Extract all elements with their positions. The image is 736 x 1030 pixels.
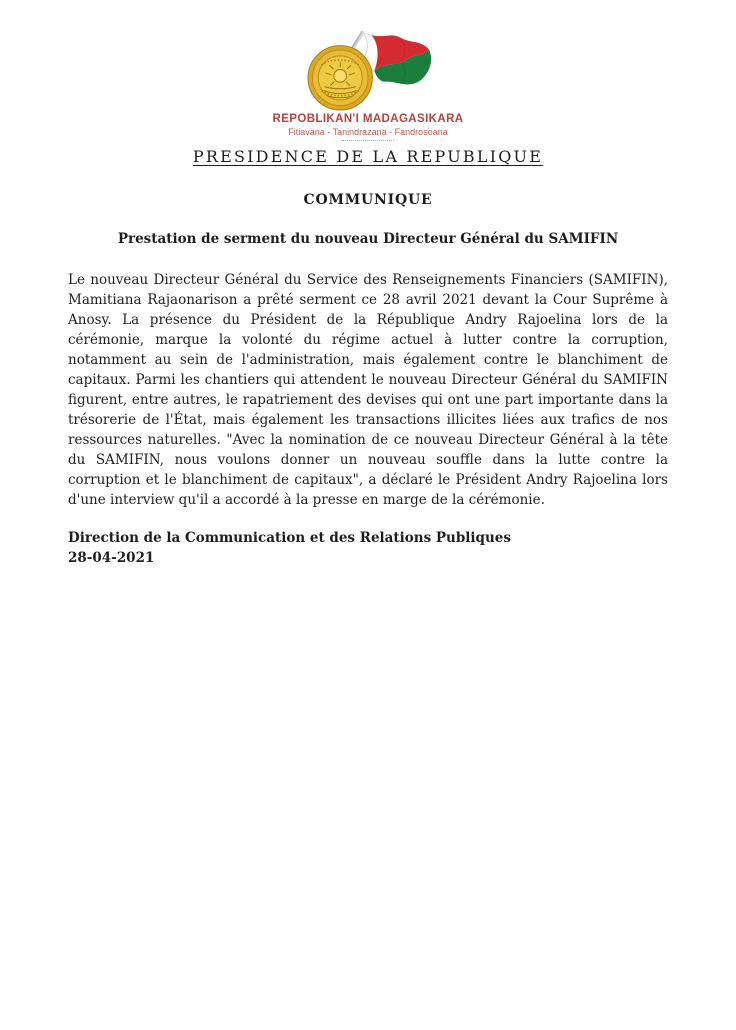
- motto-divider: [342, 140, 394, 141]
- national-motto: Fitiavana - Tanindrazana - Fandrosoana: [288, 127, 448, 137]
- madagascar-emblem-icon: [296, 30, 441, 112]
- signature-block: [68, 528, 668, 568]
- document-title: Prestation de serment du nouveau Directeur Général du SAMIFIN: [117, 231, 619, 247]
- document-kind-heading: COMMUNIQUE: [303, 192, 433, 208]
- institution-title: PRESIDENCE DE LA REPUBLIQUE: [192, 147, 544, 166]
- republic-name: REPOBLIKAN'I MADAGASIKARA: [272, 113, 464, 125]
- signature-department: Direction de la Communication et des Relations Publiques: [68, 530, 512, 546]
- signature-date: 28-04-2021: [68, 550, 155, 566]
- letterhead: [0, 0, 736, 166]
- presidential-seal-icon: [307, 46, 371, 110]
- communique-body: Le nouveau Directeur Général du Service des Renseignements Financiers (SAMIFIN), Mamitiana Rajaonarison a prêté serment ce 28 avril 2021 devant la Cour Suprême à Anosy. La présence du Président de la République Andry Rajoelina lors de la cérémonie, marque la volonté du régime actuel à lutter contre la corruption, notamment au sein de l'administration, mais également contre le blanchiment de capitaux. Parmi les chantiers qui attendent le nouveau Directeur Général du SAMIFIN figurent, entre autres, le rapatriement des devises qui ont une part importante dans la trésorerie de l'État, mais également les transactions illicites liées aux trafics de nos ressources naturelles. "Avec la nomination de ce nouveau Directeur Général à la tête du SAMIFIN, nous voulons donner un nouveau souffle dans la lutte contre la corruption et le blanchiment de capitaux", a déclaré le Président Andry Rajoelina lors d'une interview qu'il a accordé à la presse en marge de la cérémonie.: [68, 272, 668, 508]
